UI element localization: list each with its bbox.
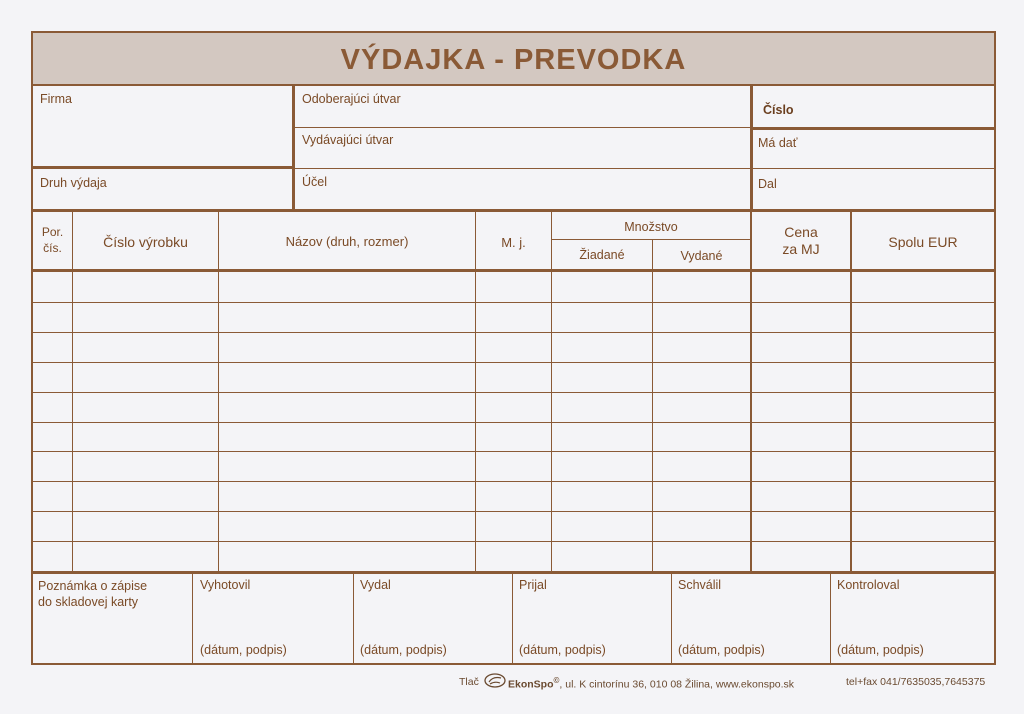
footer-brand	[508, 676, 794, 691]
title-divider	[31, 84, 996, 86]
hdr-mj: M. j.	[501, 235, 526, 250]
table-row-line	[33, 302, 994, 303]
label-schvalil: Schválil	[678, 578, 722, 592]
label-cislo: Číslo	[763, 103, 794, 117]
hdr-por	[33, 225, 72, 256]
table-header-bottom	[31, 269, 996, 272]
bottom-line-4	[671, 574, 672, 664]
hdr-cena-line1: Cena	[784, 224, 818, 240]
label-kontroloval: Kontroloval	[837, 578, 900, 592]
label-dal: Dal	[758, 177, 777, 191]
cislo-box-bottom	[753, 127, 994, 130]
col-line-5	[652, 240, 653, 572]
hdr-cislo-vyrobku: Číslo výrobku	[103, 234, 188, 250]
bottom-line-5	[830, 574, 831, 664]
footer-tlac: Tlač	[459, 676, 479, 688]
frame-right	[994, 31, 996, 665]
datum-schvalil: (dátum, podpis)	[678, 643, 765, 657]
table-row-line	[33, 392, 994, 393]
hdr-ziadane: Žiadané	[579, 248, 625, 262]
table-row-line	[33, 511, 994, 512]
header-vline-1	[292, 86, 295, 210]
footer-brand-name: EkonSpo	[508, 678, 554, 691]
table-row-line	[33, 362, 994, 363]
label-ucel: Účel	[302, 175, 328, 189]
hdr-cena	[752, 224, 850, 258]
hdr-por-line2: čís.	[43, 240, 62, 255]
label-prijal: Prijal	[519, 578, 547, 592]
table-bottom	[31, 571, 996, 574]
footer-address: , ul. K cintorínu 36, 010 08 Žilina, www.ekonspo.sk	[559, 678, 795, 691]
header-vline-2	[750, 86, 753, 210]
table-row-line	[33, 451, 994, 452]
bottom-line-2	[353, 574, 354, 664]
datum-prijal: (dátum, podpis)	[519, 643, 606, 657]
datum-kontroloval: (dátum, podpis)	[837, 643, 924, 657]
label-ma-dat: Má dať	[758, 136, 798, 150]
header-hline-mid	[295, 127, 751, 128]
footer-phone: tel+fax 041/7635035,7645375	[846, 676, 986, 688]
bottom-line-1	[192, 574, 193, 664]
datum-vydal: (dátum, podpis)	[360, 643, 447, 657]
hdr-vydane: Vydané	[680, 249, 723, 263]
table-row-line	[33, 541, 994, 542]
ekonspo-logo-icon	[484, 673, 506, 688]
header-hline-low	[295, 168, 994, 169]
hdr-spolu: Spolu EUR	[888, 234, 958, 250]
footer-copyright: ©	[553, 676, 560, 685]
poznamka	[38, 578, 147, 611]
table-row-line	[33, 481, 994, 482]
hdr-mnozstvo: Množstvo	[624, 220, 678, 234]
hdr-cena-line2: za MJ	[782, 240, 820, 257]
table-row-line	[33, 332, 994, 333]
frame-bottom	[31, 663, 996, 665]
label-vyhotovil: Vyhotovil	[200, 578, 251, 592]
poznamka-line1: Poznámka o zápise	[38, 579, 148, 593]
frame-top	[31, 31, 996, 33]
label-odoberajuci: Odoberajúci útvar	[302, 92, 401, 106]
hdr-nazov: Názov (druh, rozmer)	[285, 234, 409, 249]
datum-vyhotovil: (dátum, podpis)	[200, 643, 287, 657]
label-firma: Firma	[40, 92, 72, 106]
table-row-line	[33, 422, 994, 423]
mnozstvo-divider	[552, 239, 751, 240]
label-vydal: Vydal	[360, 578, 391, 592]
label-druh-vydaja: Druh výdaja	[40, 176, 107, 190]
poznamka-line2: do skladovej karty	[38, 595, 139, 610]
hdr-por-line1: Por.	[41, 225, 64, 239]
label-vydavajuci: Vydávajúci útvar	[302, 133, 394, 147]
firma-box-bottom	[33, 166, 294, 169]
frame-left	[31, 31, 33, 665]
bottom-line-3	[512, 574, 513, 664]
form-title: VÝDAJKA - PREVODKA	[340, 44, 687, 76]
